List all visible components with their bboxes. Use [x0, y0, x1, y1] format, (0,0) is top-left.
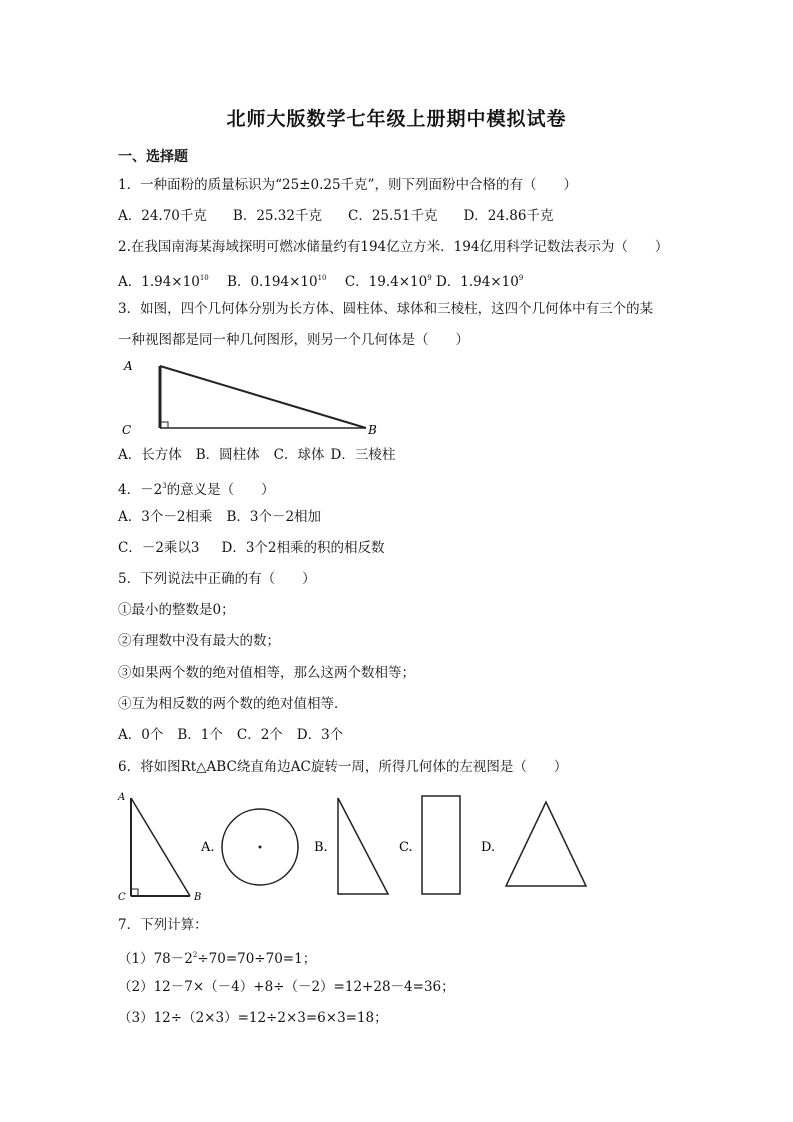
q5-statement-4: ④互为相反数的两个数的绝对值相等．: [118, 696, 348, 712]
q6-right-angle-mark: [131, 889, 138, 896]
q6-option-d-triangle: [506, 802, 586, 886]
q4-option-b: B．3个－2相加: [226, 509, 322, 525]
q6-hypotenuse-ab: [131, 798, 190, 896]
question-4-stem: 4．$-2^3$的意义是（ ）: [118, 482, 275, 498]
q5-statement-2: ②有理数中没有最大的数；: [118, 633, 280, 649]
question-3-stem-line2: 一种视图都是同一种几何图形，则另一个几何体是（ ）: [118, 332, 469, 348]
question-5-stem: 5．下列说法中正确的有（ ）: [118, 571, 316, 587]
question-2-options: [118, 269, 523, 291]
q4-option-c: C．－2乘以3: [118, 540, 200, 556]
q5-option-d: D．3个: [296, 727, 344, 743]
q2-option-c: C．$19.4\times 10^9$: [344, 274, 432, 290]
q4-option-a: A．3个－2相乘: [118, 509, 213, 525]
question-4-options-line2: [118, 539, 385, 557]
q1-option-b: B．25.32千克: [232, 208, 322, 224]
q5-statement-3: ③如果两个数的绝对值相等，那么这两个数相等；: [118, 665, 415, 681]
q5-option-c: C．2个: [236, 727, 283, 743]
page-title: 北师大版数学七年级上册期中模拟试卷: [226, 108, 567, 130]
q6-option-a-centre-dot: [259, 846, 262, 849]
q6-label-a: A: [118, 792, 126, 803]
q3-triangle-svg: [118, 358, 398, 438]
q6-option-b-label: B.: [314, 840, 328, 855]
q6-option-c-rectangle: [422, 796, 460, 894]
question-1-options: [118, 207, 579, 225]
q3-option-a: A．长方体: [118, 447, 182, 463]
q6-option-b-triangle: [338, 798, 388, 894]
q6-label-c: C: [118, 892, 126, 903]
q3-triangle-figure: [118, 358, 398, 438]
q6-label-b: B: [194, 892, 202, 903]
q1-option-c: C．25.51千克: [347, 208, 438, 224]
q3-label-a: A: [124, 359, 133, 373]
q7-calc-1: $(1)78-2^2\div 70=70\div 70=1$；: [118, 951, 317, 967]
q2-option-d: D．$1.94\times 10^9$: [435, 274, 524, 290]
q4-option-d: D．3个2相乘的积的相反数: [221, 540, 385, 556]
question-3-options: [118, 446, 395, 464]
question-4-options-line1: [118, 508, 321, 526]
q3-hypotenuse: [160, 366, 366, 428]
q1-option-a: A．24.70千克: [118, 208, 207, 224]
q5-option-b: B．1个: [177, 727, 223, 743]
q6-option-a-label: A.: [201, 840, 215, 855]
q3-option-d: D．三棱柱: [330, 447, 396, 463]
q3-label-c: C: [122, 423, 132, 437]
q5-statement-1: ①最小的整数是0；: [118, 602, 235, 618]
q6-figures-svg: [116, 786, 596, 906]
q3-option-c: C．球体: [273, 447, 325, 463]
q3-label-b: B: [368, 423, 377, 437]
q6-figure-row: [116, 786, 596, 906]
question-5-options: [118, 726, 343, 744]
question-2-stem: 2.在我国南海某海域探明可燃冰储量约有194亿立方米．194亿用科学记数法表示为（ ）: [118, 239, 669, 255]
q7-calc-3: （3）12÷（2×3）=12÷2×3=6×3=18；: [118, 1010, 388, 1026]
section-heading: 一、选择题: [118, 149, 188, 165]
q2-option-b: B．$0.194\times 10^{10}$: [227, 274, 327, 290]
question-1-stem: 1．一种面粉的质量标识为“25±0.25千克”，则下列面粉中合格的有（ ）: [118, 177, 577, 193]
question-3-stem-line1: 3．如图，四个几何体分别为长方体、圆柱体、球体和三棱柱，这四个几何体中有三个的某: [118, 301, 654, 317]
q5-option-a: A．0个: [118, 727, 164, 743]
question-7-stem: 7．下列计算：: [118, 917, 208, 933]
question-6-stem: 6．将如图Rt△ABC绕直角边AC旋转一周，所得几何体的左视图是（ ）: [118, 759, 568, 775]
q3-option-b: B．圆柱体: [195, 447, 260, 463]
q7-calc-2: （2）12－7×（－4）+8÷（－2）=12+28－4=36；: [118, 979, 455, 995]
q6-option-c-label: C.: [399, 840, 413, 855]
q2-option-a: A．$1.94\times 10^{10}$: [118, 274, 209, 290]
q1-option-d: D．24.86千克: [463, 208, 554, 224]
q6-option-d-label: D.: [481, 840, 496, 855]
